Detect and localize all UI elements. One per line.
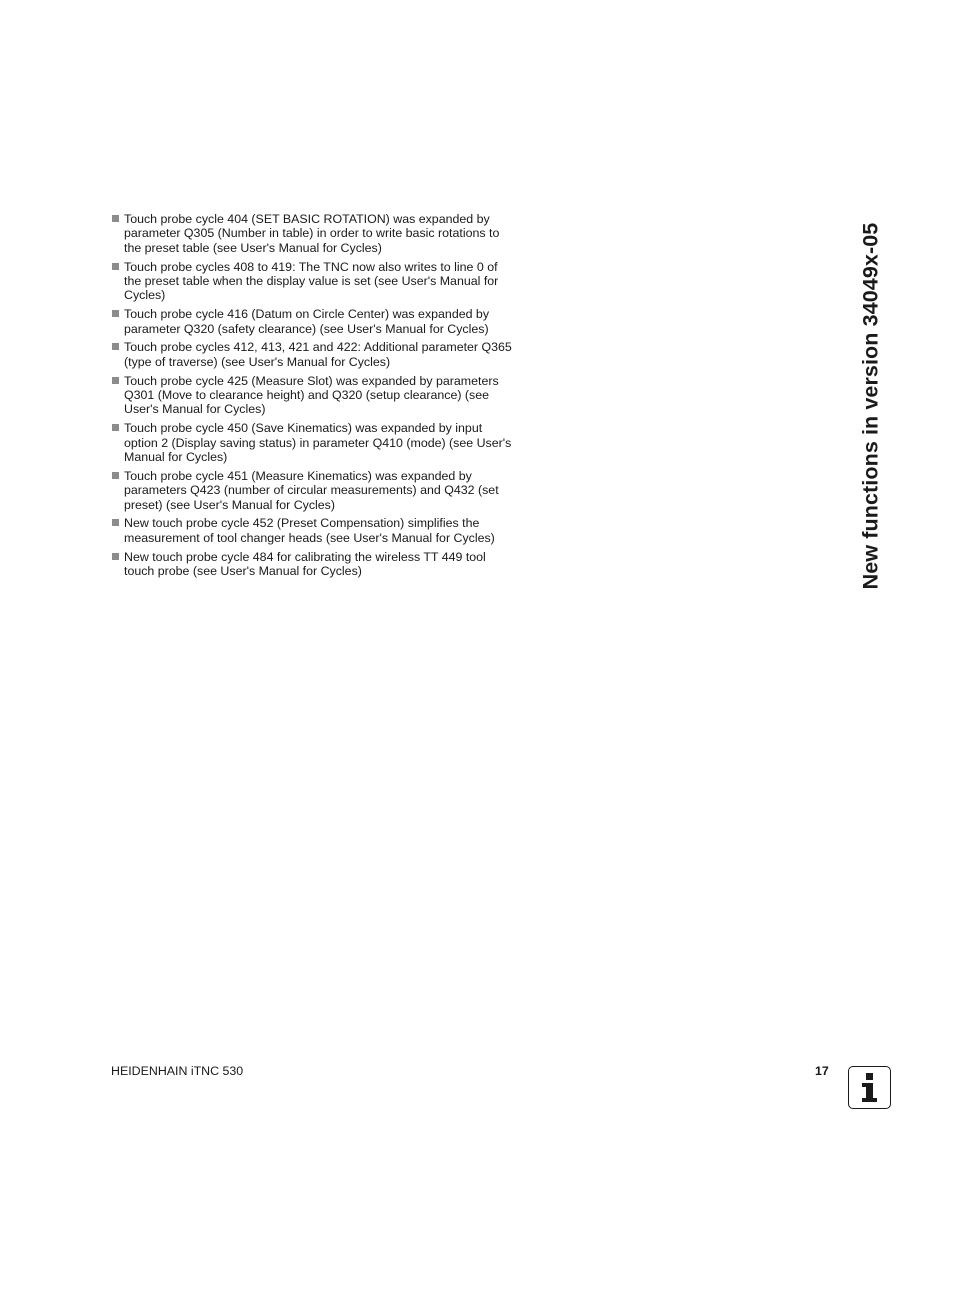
- list-item-text: New touch probe cycle 484 for calibrating the wireless TT 449 tool touch probe (see User's Manual for Cycles): [124, 549, 486, 579]
- list-item: [111, 340, 513, 369]
- bullet-square-icon: [112, 310, 119, 317]
- footer-product-name: HEIDENHAIN iTNC 530: [111, 1064, 244, 1078]
- bullet-square-icon: [112, 519, 119, 526]
- bullet-square-icon: [112, 215, 119, 222]
- list-item-text: Touch probe cycle 425 (Measure Slot) was expanded by parameters Q301 (Move to clearance height) and Q320 (setup clearance) (see User's Manual for Cycles): [124, 373, 499, 417]
- bullet-square-icon: [112, 343, 119, 350]
- list-item: [111, 307, 513, 336]
- info-icon: [848, 1066, 891, 1109]
- bullet-square-icon: [112, 472, 119, 479]
- list-item: [111, 421, 513, 464]
- list-item-text: Touch probe cycle 451 (Measure Kinematics) was expanded by parameters Q423 (number of circular measurements) and Q432 (set preset) (see User's Manual for Cycles): [124, 468, 499, 512]
- list-item: [111, 260, 513, 303]
- chapter-side-title: New functions in version 34049x-05: [858, 222, 883, 590]
- list-item-text: Touch probe cycles 412, 413, 421 and 422: Additional parameter Q365 (type of traverse) (see User's Manual for Cycles): [124, 340, 512, 369]
- page-number: 17: [815, 1064, 829, 1078]
- bullet-list: [111, 212, 513, 583]
- list-item: [111, 469, 513, 512]
- list-item-text: Touch probe cycles 408 to 419: The TNC now also writes to line 0 of the preset table when the display value is set (see User's Manual for Cycles): [124, 259, 499, 303]
- bullet-square-icon: [112, 377, 119, 384]
- list-item: [111, 550, 513, 579]
- bullet-square-icon: [112, 263, 119, 270]
- list-item-text: Touch probe cycle 416 (Datum on Circle Center) was expanded by parameter Q320 (safety clearance) (see User's Manual for Cycles): [124, 307, 490, 336]
- list-item-text: Touch probe cycle 450 (Save Kinematics) was expanded by input option 2 (Display saving status) in parameter Q410 (mode) (see User's Manual for Cycles): [124, 421, 512, 465]
- bullet-square-icon: [112, 424, 119, 431]
- list-item-text: New touch probe cycle 452 (Preset Compensation) simplifies the measurement of tool changer heads (see User's Manual for Cycles): [124, 516, 495, 545]
- bullet-square-icon: [112, 553, 119, 560]
- list-item-text: Touch probe cycle 404 (SET BASIC ROTATION) was expanded by parameter Q305 (Number in table) in order to write basic rotations to the preset table (see User's Manual for Cycles): [124, 212, 500, 255]
- list-item: [111, 374, 513, 417]
- list-item: [111, 212, 513, 255]
- list-item: [111, 516, 513, 545]
